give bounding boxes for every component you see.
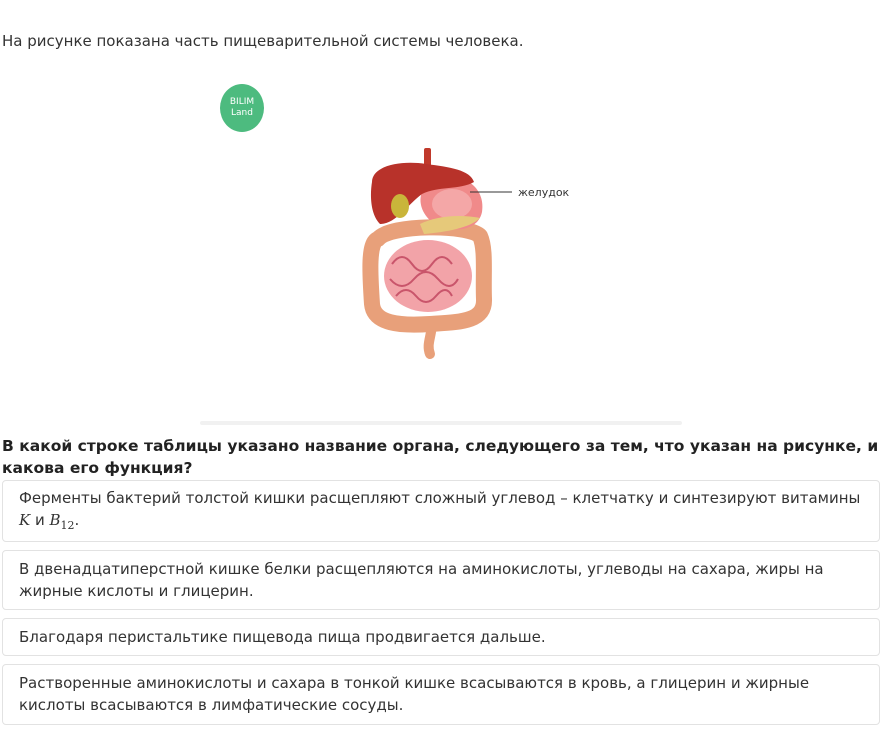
option-1-math-b-sub: 12 xyxy=(60,519,75,532)
option-1-end: . xyxy=(74,511,80,529)
gallbladder-shape xyxy=(391,194,409,218)
figure-divider xyxy=(200,421,682,425)
option-3-text: Благодаря перистальтике пищевода пища продвигается дальше. xyxy=(19,628,546,646)
option-1-conj: и xyxy=(30,511,50,529)
intro-text: На рисунке показана часть пищеварительной системы человека. xyxy=(2,32,524,50)
option-1-math-b-base: B xyxy=(49,511,61,529)
answer-option-4[interactable] xyxy=(2,664,880,725)
answer-option-2[interactable] xyxy=(2,550,880,610)
answer-option-3[interactable] xyxy=(2,618,880,656)
option-4-text: Растворенные аминокислоты и сахара в тонкой кишке всасываются в кровь, а глицерин и жирные кислоты всасываются в лимфатические сосуды. xyxy=(19,674,810,714)
option-1-math-b xyxy=(49,511,75,532)
option-1-text: Ферменты бактерий толстой кишки расщепляют сложный углевод – клетчатку и синтезируют витамины xyxy=(19,489,861,507)
answer-option-1[interactable] xyxy=(2,480,880,542)
organ-label-stomach: желудок xyxy=(518,186,570,199)
logo-line2: Land xyxy=(231,108,253,118)
digestive-system-illustration xyxy=(200,74,682,426)
rectum-shape xyxy=(429,322,432,354)
question-text: В какой строке таблицы указано название органа, следующего за тем, что указан на рисунке, и какова его функция? xyxy=(2,437,879,477)
answer-options xyxy=(2,480,880,733)
option-1-math-k: K xyxy=(19,511,31,529)
option-2-text: В двенадцатиперстной кишке белки расщепляются на аминокислоты, углеводы на сахара, жиры на жирные кислоты и глицерин. xyxy=(19,560,824,600)
logo-line1: BILIM xyxy=(229,97,255,107)
